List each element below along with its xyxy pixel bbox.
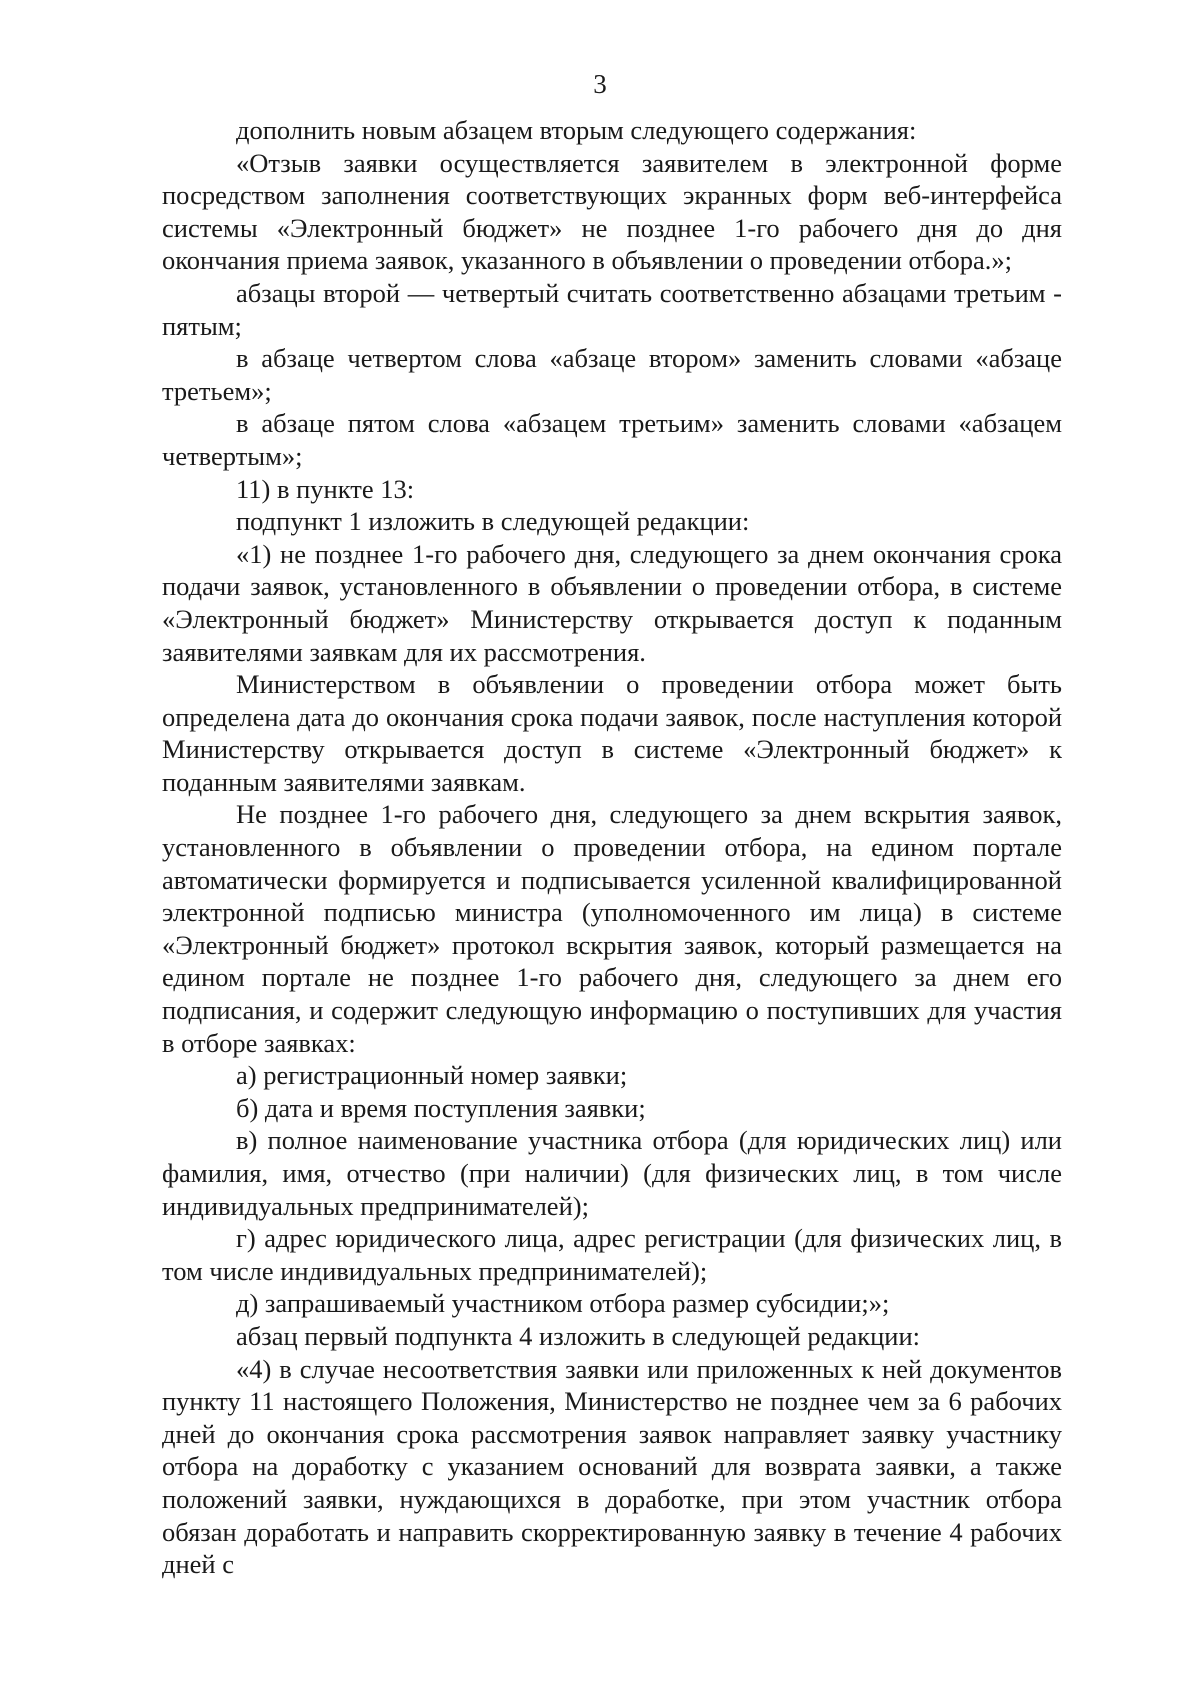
- paragraph: г) адрес юридического лица, адрес регистрации (для физических лиц, в том числе индивидуальных предпринимателей);: [162, 1223, 1062, 1286]
- paragraph: б) дата и время поступления заявки;: [236, 1092, 646, 1123]
- paragraph: дополнить новым абзацем вторым следующего содержания:: [236, 115, 917, 145]
- paragraph: абзацы второй — четвертый считать соответственно абзацами третьим - пятым;: [162, 277, 1062, 341]
- page-number: 3: [593, 69, 607, 99]
- paragraph: «1) не позднее 1-го рабочего дня, следующего за днем окончания срока подачи заявок, установленного в объявлении о проведении отбора, в системе «Электронный бюджет» Министерству открывается доступ к поданным заявителями заявкам для их рассмотрения.: [162, 538, 1062, 667]
- paragraph: «4) в случае несоответствия заявки или приложенных к ней документов пункту 11 настоящего Положения, Министерство не позднее чем за 6 рабочих дней до окончания срока рассмотрения заявок направляет заявку участнику отбора на доработку с указанием оснований для возврата заявки, а также положений заявки, нуждающихся в доработке, при этом участник отбора обязан доработать и направить скорректированную заявку в течение 4 рабочих дней с: [162, 1353, 1062, 1580]
- paragraph: а) регистрационный номер заявки;: [236, 1060, 628, 1091]
- document-body: [162, 114, 1062, 1581]
- paragraph: в абзаце пятом слова «абзацем третьим» заменить словами «абзацем четвертым»;: [162, 408, 1062, 471]
- paragraph: Министерством в объявлении о проведении отбора может быть определена дата до окончания срока подачи заявок, после наступления которой Министерству открывается доступ в системе «Электронный бюджет» к поданным заявителями заявкам.: [162, 669, 1062, 797]
- paragraph: в) полное наименование участника отбора (для юридических лиц) или фамилия, имя, отчество (при наличии) (для физических лиц, в том числе индивидуальных предпринимателей);: [162, 1125, 1062, 1221]
- paragraph: в абзаце четвертом слова «абзаце втором» заменить словами «абзаце третьем»;: [162, 343, 1062, 406]
- paragraph: 11) в пункте 13:: [236, 473, 415, 504]
- paragraph: д) запрашиваемый участником отбора размер субсидии;»;: [236, 1288, 890, 1319]
- paragraph: абзац первый подпункта 4 изложить в следующей редакции:: [236, 1320, 921, 1351]
- paragraph: подпункт 1 изложить в следующей редакции:: [236, 506, 750, 537]
- paragraph: Не позднее 1-го рабочего дня, следующего за днем вскрытия заявок, установленного в объявлении о проведении отбора, на едином портале автоматически формируется и подписывается усиленной квалифицированной электронной подписью министра (уполномоченного им лица) в системе «Электронный бюджет» протокол вскрытия заявок, который размещается на едином портале не позднее 1-го рабочего дня, следующего за днем его подписания, и содержит следующую информацию о поступивших для участия в отборе заявках:: [162, 799, 1062, 1058]
- paragraph: «Отзыв заявки осуществляется заявителем в электронной форме посредством заполнения соответствующих экранных форм веб-интерфейса системы «Электронный бюджет» не позднее 1-го рабочего дня до дня окончания приема заявок, указанного в объявлении о проведении отбора.»;: [162, 147, 1062, 276]
